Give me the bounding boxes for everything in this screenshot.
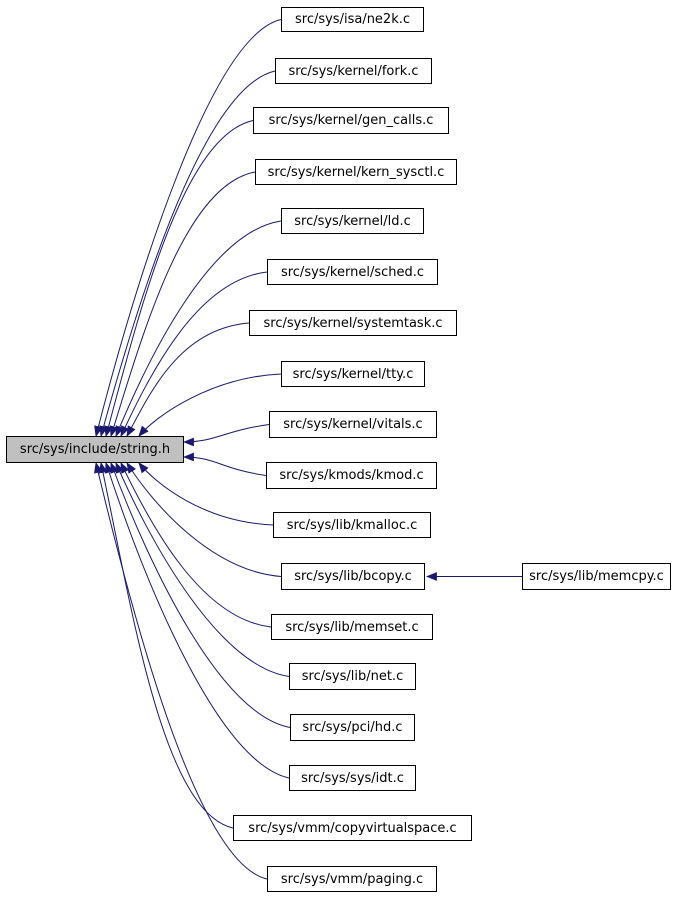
- node-label-vitals: src/sys/kernel/vitals.c: [283, 417, 423, 432]
- node-ld[interactable]: [281, 208, 424, 234]
- node-copyvirtualspace[interactable]: [233, 815, 472, 841]
- edge-gen-calls-to-string-h: [106, 121, 253, 437]
- node-tty[interactable]: [281, 361, 425, 387]
- node-fork[interactable]: [275, 58, 432, 84]
- node-label-hd: src/sys/pci/hd.c: [302, 720, 403, 735]
- node-label-kern-sysctl: src/sys/kernel/kern_sysctl.c: [267, 164, 445, 180]
- node-kmalloc[interactable]: [273, 512, 431, 538]
- node-label-ne2k: src/sys/isa/ne2k.c: [294, 12, 411, 27]
- node-label-idt: src/sys/sys/idt.c: [301, 770, 404, 786]
- node-string-h: [6, 436, 184, 463]
- node-memset[interactable]: [271, 614, 433, 640]
- node-label-fork: src/sys/kernel/fork.c: [288, 63, 419, 79]
- edge-fork-to-string-h: [101, 71, 275, 436]
- node-label-systemtask: src/sys/kernel/systemtask.c: [263, 315, 443, 331]
- node-vitals[interactable]: [269, 411, 437, 438]
- edge-net-to-string-h: [116, 463, 289, 677]
- node-hd[interactable]: [290, 714, 415, 741]
- node-label-string-h: src/sys/include/string.h: [19, 442, 171, 457]
- node-label-sched: src/sys/kernel/sched.c: [280, 264, 425, 280]
- node-ne2k[interactable]: [281, 7, 424, 32]
- edge-vitals-to-string-h: [184, 425, 269, 443]
- edge-systemtask-to-string-h: [127, 323, 249, 436]
- node-idt[interactable]: [289, 765, 416, 791]
- node-label-tty: src/sys/kernel/tty.c: [292, 366, 414, 382]
- edge-kmalloc-to-string-h: [139, 463, 273, 525]
- node-sched[interactable]: [267, 259, 438, 285]
- edge-tty-to-string-h: [139, 374, 281, 436]
- node-label-gen-calls: src/sys/kernel/gen_calls.c: [268, 113, 434, 128]
- edge-memset-to-string-h: [121, 463, 271, 627]
- node-gen-calls[interactable]: [253, 107, 449, 134]
- node-label-net: src/sys/lib/net.c: [301, 669, 404, 684]
- node-label-kmalloc: src/sys/lib/kmalloc.c: [286, 517, 418, 533]
- node-kern-sysctl[interactable]: [255, 159, 457, 185]
- node-label-paging: src/sys/vmm/paging.c: [280, 871, 424, 887]
- node-bcopy[interactable]: [281, 563, 425, 590]
- edge-copyvirtualspace-to-string-h: [101, 463, 233, 828]
- node-label-ld: src/sys/kernel/ld.c: [294, 213, 411, 229]
- node-memcpy[interactable]: [522, 563, 671, 590]
- edge-kmod-to-string-h: [184, 457, 266, 476]
- node-label-copyvirtualspace: src/sys/vmm/copyvirtualspace.c: [248, 820, 457, 836]
- node-label-memset: src/sys/lib/memset.c: [285, 619, 419, 635]
- node-label-memcpy: src/sys/lib/memcpy.c: [529, 569, 664, 584]
- node-label-bcopy: src/sys/lib/bcopy.c: [294, 569, 412, 584]
- node-kmod[interactable]: [266, 462, 437, 489]
- node-systemtask[interactable]: [249, 310, 457, 336]
- node-paging[interactable]: [267, 866, 437, 892]
- node-net[interactable]: [289, 663, 416, 690]
- node-label-kmod: src/sys/kmods/kmod.c: [279, 468, 424, 483]
